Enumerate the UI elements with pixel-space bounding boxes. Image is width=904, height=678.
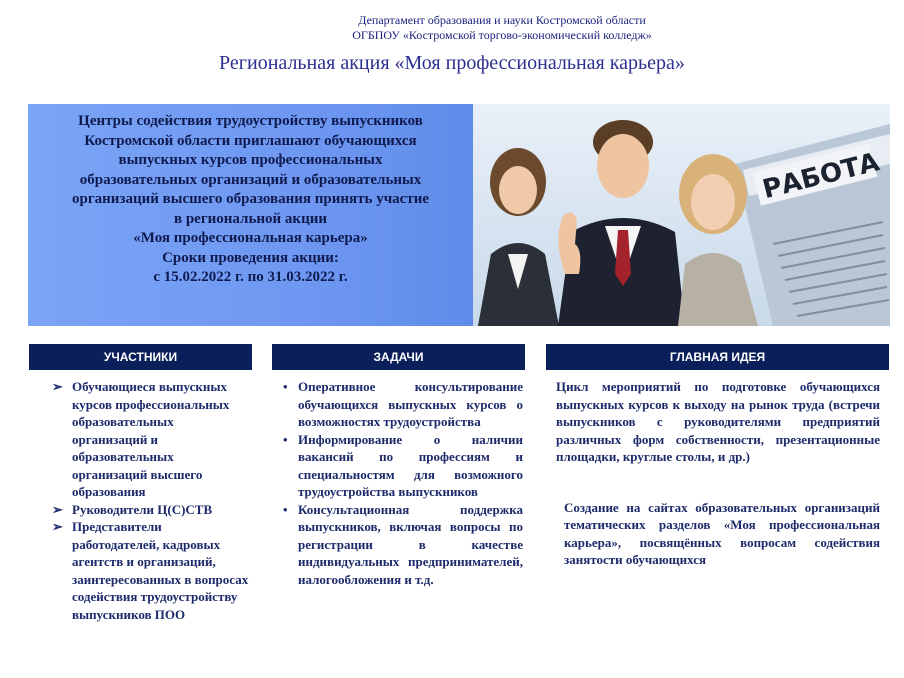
list-item: • Оперативное консультирование обучающихся выпускных курсов о возможностях трудоустройства [283, 379, 523, 429]
invitation-text [28, 104, 473, 326]
participants-heading: УЧАСТНИКИ [29, 344, 252, 370]
invitation-line: с 15.02.2022 г. по 31.03.2022 г. [153, 269, 348, 285]
list-item: ➢ Руководители Ц(С)СТВ [52, 501, 213, 517]
invitation-line: образовательных организаций и образовательных [79, 171, 422, 188]
invitation-banner [28, 104, 890, 326]
arrow-bullet-icon: ➢ [52, 379, 63, 394]
invitation-line: организаций высшего образования принять участие [71, 191, 429, 207]
list-item: • Информирование о наличии вакансий по профессиям и специальностям для возможного трудоустройства выпускников [283, 431, 523, 499]
arrow-bullet-icon: ➢ [52, 501, 63, 517]
main-idea-heading: ГЛАВНАЯ ИДЕЯ [546, 344, 889, 370]
business-people-photo [473, 104, 890, 326]
invitation-line: в региональной акции [173, 210, 328, 227]
bullet-icon: • [283, 501, 288, 517]
college-name: ОГБПОУ «Костромской торгово-экономический колледж» [352, 28, 652, 42]
invitation-line: выпускных курсов профессиональных [118, 152, 383, 168]
participants-list [52, 378, 252, 623]
department-name: Департамент образования и науки Костромской области [358, 13, 646, 27]
arrow-bullet-icon: ➢ [52, 519, 63, 534]
main-idea-paragraph: Создание на сайтах образовательных организаций тематических разделов «Моя профессиональная карьера», посвящённых вопросам содействия занятости обучающихся [564, 499, 880, 567]
tasks-list [283, 378, 523, 588]
main-idea-text [556, 378, 880, 569]
bullet-icon: • [283, 431, 288, 447]
invitation-line: Центры содействия трудоустройству выпускников [78, 113, 423, 129]
list-item: ➢ Представители работодателей, кадровых агентств и организаций, заинтересованных в вопросах содействия трудоустройству выпускников ПОО [52, 519, 249, 622]
list-item: • Консультационная поддержка выпускников, включая вопросы по регистрации в качестве индивидуальных предпринимателей, налогообложения и т.д. [283, 501, 523, 587]
invitation-line: «Моя профессиональная карьера» [133, 230, 368, 246]
page-title: Региональная акция «Моя профессиональная карьера» [219, 52, 685, 74]
newspaper-image [735, 124, 890, 326]
woman-left-figure [478, 148, 559, 326]
man-figure [558, 120, 685, 326]
newspaper-title: РАБОТА [759, 147, 883, 206]
list-item: ➢ Обучающиеся выпускных курсов профессиональных образовательных организаций и образовательных организаций высшего образования [52, 379, 230, 499]
photo-illustration [473, 104, 890, 326]
main-idea-paragraph: Цикл мероприятий по подготовке обучающихся выпускных курсов к выходу на рынок труда (встречи выпускников с руководителями предприятий различных форм собственности, презентационные площадки, круглые столы, и др.) [556, 379, 880, 464]
invitation-line: Костромской области приглашают обучающихся [84, 132, 417, 149]
bullet-icon: • [283, 379, 288, 394]
tasks-heading: ЗАДАЧИ [272, 344, 525, 370]
invitation-line: Сроки проведения акции: [162, 249, 339, 266]
